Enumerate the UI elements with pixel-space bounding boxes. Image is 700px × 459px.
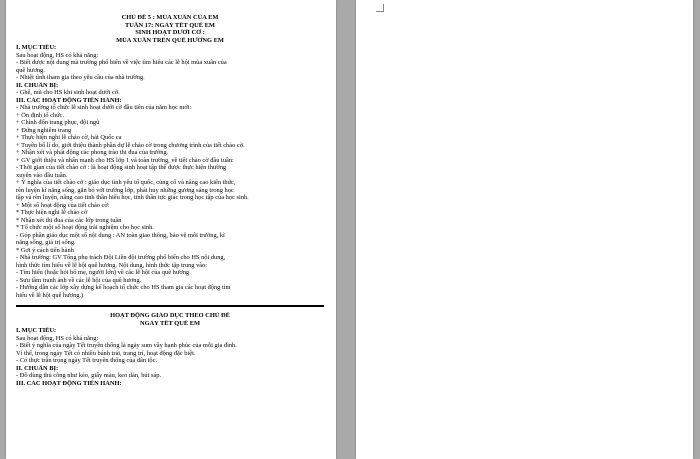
- left-document-page: [6, 0, 336, 459]
- body-line: + Nhận xét và phát động các phong trào thi đua của trường.: [16, 149, 169, 156]
- body-line: rèn luyện kĩ năng sống, gắn bó với trường lớp, phát huy những gương sáng trong học: [16, 186, 234, 194]
- title-line: NGÀY TẾT QUÊ EM: [139, 319, 201, 327]
- body-line: - Góp phần giáo dục một số nội dung : AN toàn giao thông, bảo vệ môi trường, kĩ: [16, 231, 225, 239]
- section-heading: II. CHUẨN BỊ:: [16, 364, 59, 372]
- body-line: - Biết ý nghĩa của ngày Tết truyền thống là ngày sum vầy hạnh phúc của mỗi gia đình.: [16, 342, 237, 349]
- body-line: - Có thực trân trọng ngày Tết truyền thống của dân tộc.: [16, 357, 158, 364]
- body-line: quê hương.: [16, 66, 45, 74]
- body-line: - Đồ dùng thủ công như kéo, giấy màu, keo dán, bút sáp.: [16, 372, 162, 379]
- section-heading: III. CÁC HOẠT ĐỘNG TIẾN HÀNH:: [16, 96, 122, 104]
- body-line: + Ý nghĩa của tiết chào cờ : giáo dục tình yêu tổ quốc, củng cố và nâng cao kiến thức,: [16, 179, 236, 186]
- body-line: - Biết được nội dung mà trường phổ biến về việc tìm hiểu các lễ hội mùa xuân của: [16, 59, 227, 66]
- body-line: * Thực hiện nghi lễ chào cờ: [16, 209, 88, 216]
- title-line: SINH HOẠT DƯỚI CỜ :: [135, 29, 205, 36]
- section-heading: I. MỤC TIÊU:: [16, 44, 57, 51]
- body-line: - Nhà trường: GV Tổng phụ trách Đội Liên đội trường phổ biến cho HS nội dung,: [16, 254, 226, 261]
- body-line: - Tìm hiểu (hoặc hỏi bố mẹ, người lớn) về các lễ hội của quê hương: [16, 269, 190, 276]
- body-line: + GV giới thiệu và nhấn mạnh cho HS lớp 1 và toàn trường, về tiết chào cờ đầu tuần:: [16, 156, 234, 164]
- body-line: - Nhà trường tổ chức lễ sinh hoạt dưới cờ đầu tiên của năm học mới:: [16, 104, 192, 111]
- section-heading: III. CÁC HOẠT ĐỘNG TIẾN HÀNH:: [16, 379, 122, 387]
- body-line: năng sống, giá trị sống.: [16, 239, 76, 246]
- title-line: MÙA XUÂN TRÊN QUÊ HƯƠNG EM: [116, 36, 224, 44]
- body-line: + Ổn định tổ chức.: [16, 111, 65, 119]
- title-line: CHỦ ĐỀ 5 : MÙA XUÂN CỦA EM: [121, 14, 219, 21]
- body-line: * Gợi ý cách tiến hành: [16, 246, 74, 254]
- body-line: * Tổ chức một số hoạt động trải nghiệm cho học sinh.: [16, 224, 154, 231]
- body-line: + Tuyên bố lí do, giới thiệu thành phần dự lễ chào cờ trong chương trình của tiết chào cờ.: [16, 141, 245, 149]
- title-line: TUẦN 17: NGÀY TẾT QUÊ EM: [125, 21, 215, 29]
- body-line: - Hướng dẫn các lớp xây dựng kế hoạch tổ chức cho HS tham gia các hoạt động tìm: [16, 284, 231, 291]
- body-line: Sau hoạt động, HS có khả năng:: [16, 51, 99, 59]
- body-line: Sau hoạt động, HS có khả năng:: [16, 334, 99, 342]
- body-line: + Thực hiện nghi lễ chào cờ, hát Quốc ca: [16, 134, 122, 141]
- body-line: * Nhận xét thi đua của các lớp trong tuần: [16, 216, 122, 224]
- title-line: HOẠT ĐỘNG GIÁO DỤC THEO CHỦ ĐỀ: [110, 312, 230, 319]
- right-document-page: [356, 0, 693, 459]
- left-page-content: [6, 0, 336, 387]
- margin-crop-mark: [376, 4, 384, 12]
- body-line: xuyên vào đầu tuần.: [16, 171, 68, 179]
- body-line: + Chỉnh đốn trang phục, đội ngũ: [16, 119, 100, 126]
- body-line: hình thức tìm hiểu về lễ hội quê hương. Nội dung, hình thức tập trung vào:: [16, 261, 208, 269]
- body-line: - Thời gian của tiết chào cờ : là hoạt động sinh hoạt tập thể được thực hiện thường: [16, 164, 227, 171]
- body-line: hiểu về lễ hội quê hương.): [16, 291, 84, 299]
- body-line: + Đứng nghiêm trang: [16, 126, 72, 134]
- body-line: tập và rèn luyện, nâng cao tinh thần hiếu học, tinh thần tực giác trong học tập của học sinh.: [16, 194, 249, 201]
- body-line: - Ghế, mũ cho HS khi sinh hoạt dưới cờ.: [16, 89, 120, 96]
- body-line: Vì thế, trong ngày Tết có nhiều bánh trái, trang trí, hoạt động đặc biệt.: [16, 349, 196, 357]
- body-line: - Sưu tầm tranh ảnh về các lễ hội của quê hương.: [16, 276, 142, 284]
- body-line: - Nhiệt tình tham gia theo yêu cầu của nhà trường.: [16, 74, 145, 81]
- section-heading: I. MỤC TIÊU:: [16, 327, 57, 334]
- body-line: + Một số hoạt động của tiết chào cờ:: [16, 201, 110, 209]
- section-separator: [16, 305, 324, 307]
- section-heading: II. CHUẨN BỊ:: [16, 81, 59, 89]
